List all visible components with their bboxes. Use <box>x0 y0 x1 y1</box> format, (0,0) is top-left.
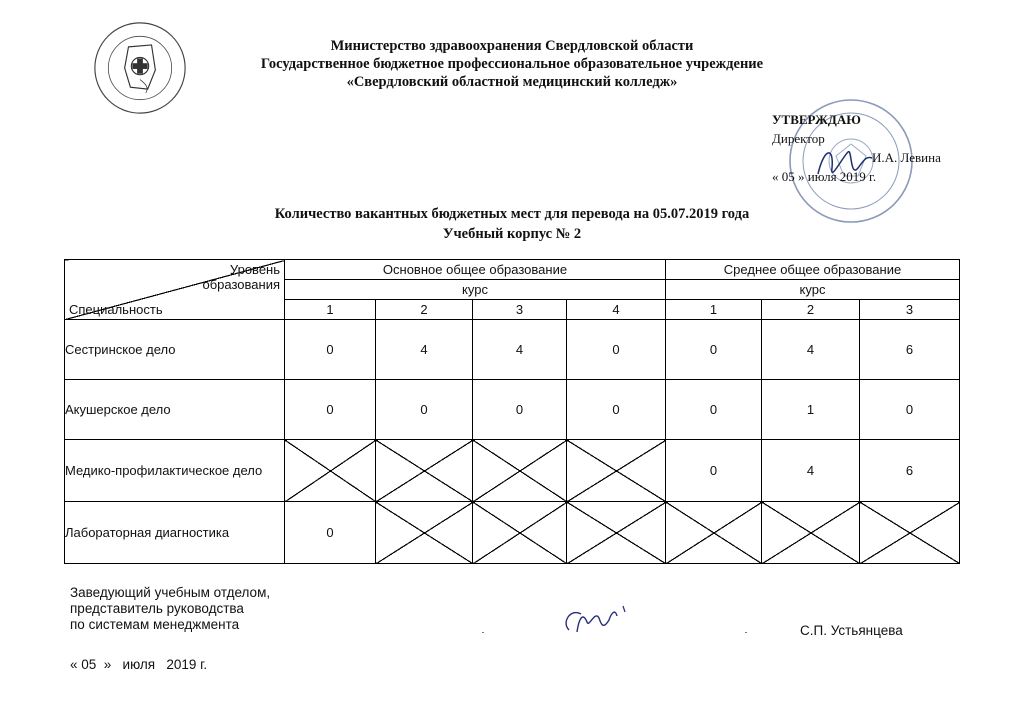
table-row <box>65 380 960 440</box>
footer-date: « 05 » июля 2019 г. <box>70 657 208 672</box>
approval-block <box>772 110 972 186</box>
group-header-basic: Основное общее образование <box>285 260 666 280</box>
education-level-label: Уровень образования <box>202 262 280 292</box>
not-applicable-cell <box>567 502 666 564</box>
signature-line-mark <box>482 632 484 633</box>
vacancy-cell: 0 <box>567 320 666 380</box>
document-subtitle: Учебный корпус № 2 <box>442 226 582 242</box>
vacancies-table <box>64 259 960 564</box>
college-name: «Свердловский областной медицинский колледж» <box>346 74 678 90</box>
specialty-cell: Медико-профилактическое дело <box>65 440 285 502</box>
course-number: 2 <box>762 300 860 320</box>
document-title: Количество вакантных бюджетных мест для перевода на 05.07.2019 года <box>274 206 750 222</box>
not-applicable-cell <box>376 440 473 502</box>
footer-position <box>70 585 270 633</box>
not-applicable-cell <box>762 502 860 564</box>
approval-position: Директор <box>772 131 825 146</box>
specialty-cell: Лабораторная диагностика <box>65 502 285 564</box>
course-number: 1 <box>666 300 762 320</box>
vacancy-cell: 0 <box>666 320 762 380</box>
not-applicable-cell <box>860 502 960 564</box>
footer-line: представитель руководства <box>70 601 244 616</box>
vacancy-cell: 6 <box>860 320 960 380</box>
footer-line: Заведующий учебным отделом, <box>70 585 271 600</box>
vacancy-cell: 0 <box>376 380 473 440</box>
vacancy-cell: 6 <box>860 440 960 502</box>
vacancy-cell: 0 <box>666 440 762 502</box>
vacancy-cell: 1 <box>762 380 860 440</box>
not-applicable-cell <box>376 502 473 564</box>
footer-line: по системам менеджмента <box>70 617 240 632</box>
vacancy-cell: 4 <box>762 440 860 502</box>
vacancy-cell: 0 <box>860 380 960 440</box>
vacancy-cell: 0 <box>285 502 376 564</box>
vacancy-cell: 4 <box>376 320 473 380</box>
vacancy-cell: 0 <box>567 380 666 440</box>
course-number: 3 <box>473 300 567 320</box>
approval-date: « 05 » июля 2019 г. <box>772 169 877 184</box>
vacancy-cell: 0 <box>473 380 567 440</box>
specialty-cell: Акушерское дело <box>65 380 285 440</box>
vacancy-cell: 4 <box>762 320 860 380</box>
not-applicable-cell <box>473 502 567 564</box>
course-number: 4 <box>567 300 666 320</box>
group-header-secondary: Среднее общее образование <box>666 260 960 280</box>
not-applicable-cell <box>473 440 567 502</box>
institution-type: Государственное бюджетное профессиональное образовательное учреждение <box>260 56 764 72</box>
signature-line-mark <box>745 632 747 633</box>
approval-title: УТВЕРЖДАЮ <box>772 112 861 127</box>
signer-name: С.П. Устьянцева <box>800 623 903 638</box>
course-number: 1 <box>285 300 376 320</box>
head-signature <box>555 600 635 640</box>
vacancy-cell: 4 <box>473 320 567 380</box>
course-label: курс <box>666 280 960 300</box>
course-label: курс <box>285 280 666 300</box>
vacancy-cell: 0 <box>666 380 762 440</box>
not-applicable-cell <box>567 440 666 502</box>
approval-name: И.А. Левина <box>872 150 941 165</box>
not-applicable-cell <box>285 440 376 502</box>
table-row <box>65 320 960 380</box>
not-applicable-cell <box>666 502 762 564</box>
specialty-label: Специальность <box>69 302 163 317</box>
table-row <box>65 502 960 564</box>
vacancy-cell: 0 <box>285 380 376 440</box>
specialty-cell: Сестринское дело <box>65 320 285 380</box>
table-corner-header <box>65 260 285 320</box>
course-number: 2 <box>376 300 473 320</box>
course-number: 3 <box>860 300 960 320</box>
vacancy-cell: 0 <box>285 320 376 380</box>
table-row <box>65 440 960 502</box>
ministry-name: Министерство здравоохранения Свердловской области <box>330 38 694 54</box>
